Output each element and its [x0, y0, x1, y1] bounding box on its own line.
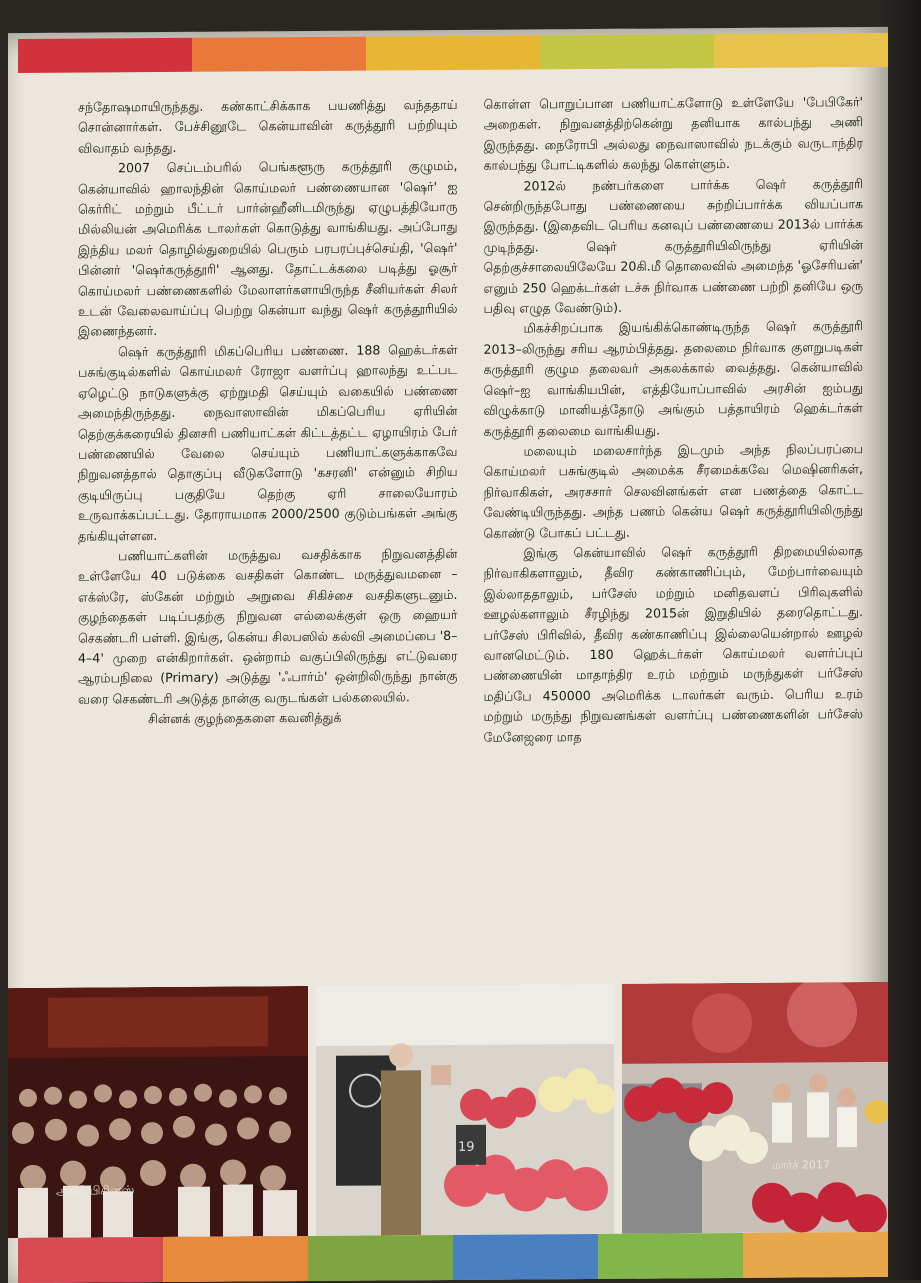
paragraph: கொள்ள பொறுப்பான பணியாட்களோடு உள்ளேயே 'பேபிகேர்' அறைகள். நிறுவனத்திற்கென்று தனியாக கால்பந்து அணி இருந்தது. நைரோபி அல்லது நைவாஸாவில் நடக்கும் வருடாந்திர கால்பந்து போட்டிகளில் கலந்து கொள்ளும். [483, 94, 863, 173]
article-column-right [484, 92, 864, 1000]
strip-segment [453, 1234, 598, 1283]
strip-segment [18, 38, 192, 73]
strip-segment [540, 34, 714, 69]
photo-caption: அக்ரி பிசினஸ் [56, 1183, 135, 1198]
photo-caption: மார்ச் 2017 [772, 1158, 830, 1172]
article-body [78, 92, 863, 1002]
paragraph: ஷெர் கருத்தூரி மிகப்பெரிய பண்ணை. 188 ஹெக்டர்கள் பசுங்குடில்களில் கொய்மலர் ரோஜா வளர்ப்பு ஹாலந்து உட்பட ஏழெட்டு நாடுகளுக்கு ஏற்றுமதி செய்யும் வகையில் பண்ணை அமைந்திருந்தது. நைவாஸாவின் மிகப்பெரிய ஏரியின் தெற்குக்கரையில் தினசரி பணியாட்கள் கிட்டத்தட்ட ஏழாயிரம் பேர் பண்ணையில் வேலை செய்யும் பணியாட்களுக்காகவே நிறுவனத்தால் தொகுப்பு வீடுகளோடு 'கசரனி' என்னும் சிறிய குடியிருப்பு பகுதியே தெற்கு ஏரி சாலையோரம் உருவாக்கப்பட்டது. தோராயமாக 2000/2500 குடும்பங்கள் அங்கு தங்கியுள்ளன. [78, 341, 458, 544]
rose-display-photo-image [622, 982, 888, 1234]
paragraph: 2012ல் நண்பர்களை பார்க்க ஷெர் கருத்தூரி சென்றிருந்தபோது பண்ணையை சுற்றிப்பார்க்க வியப்பாக இருந்தது. (இதைவிட பெரிய கனவுப் பண்ணையை 2013ல் பார்க்க முடிந்தது. ஷெர் கருத்தூரியிலிருந்து ஏரியின் தெற்குச்சாலையிலேயே 20கி.மீ தொலைவில் அமைந்த 'ஓசேரியன்' எனும் 250 ஹெக்டர்கள் டச்சு நிர்வாக பண்ணை பற்றி தனியே ஒரு பதிவு எழுத வேண்டும்). [483, 175, 863, 316]
photo-rose-display [622, 982, 888, 1234]
photo-exhibition-booth [316, 984, 614, 1236]
paragraph: 2007 செப்டம்பரில் பெங்களூரு கருத்தூரி குழுமம், கென்யாவில் ஹாலந்தின் கொய்மலர் பண்ணையான 'ஷெர்' ஐ கெர்ரிட் மற்றும் பீட்டர் பார்ன்ஹீனிடமிருந்து ஏழுபத்தியோரு மில்லியன் அமெரிக்க டாலர்கள் கொடுத்து வாங்கியது. அப்போது இந்திய மலர் தொழில்துறையில் பெரும் பரபரப்புச்செய்தி, 'ஷெர்' பின்னர் 'ஷெர்கருத்தூரி' ஆனது. தோட்டக்கலை படித்து ஓசூர் கொய்மலர் பண்ணைகளில் மேலாளர்களாயிருந்த சீனியர்கள் சிலர் உடன் வேலைவாய்ப்பு பெற்று கென்யா வந்து ஷெர் கருத்தூரியில் இணைந்தனர். [78, 158, 458, 340]
strip-segment [18, 1237, 163, 1283]
audience-photo-image [8, 986, 308, 1238]
paragraph: சந்தோஷமாயிருந்தது. கண்காட்சிக்காக பயணித்து வந்ததாய் சொன்னார்கள். பேச்சினூடே கென்யாவின் கருத்தூரி பற்றியும் விவாதம் வந்தது. [78, 96, 458, 156]
article-column-left [78, 95, 458, 1003]
strip-segment [192, 37, 366, 72]
strip-segment [598, 1233, 743, 1283]
paragraph: மிகச்சிறப்பாக இயங்கிக்கொண்டிருந்த ஷெர் கருத்தூரி 2013–லிருந்து சரிய ஆரம்பித்தது. தலைமை நிர்வாக குளறுபடிகள் கருத்தூரி குழும தலைவர் அகலக்கால் வைத்தது. கென்யாவில் ஷெர்–ஐ வாங்கியபின், எத்தியோப்பாவில் அரசின் ஐம்பது விழுக்காடு மானியத்தோடு அங்கும் பத்தாயிரம் ஹெக்டர்கள் கருத்தூரி தலைமை வாங்கியது. [483, 318, 863, 439]
paragraph: மலையும் மலைசார்ந்த இடமும் அந்த நிலப்பரப்பை கொய்மலர் பசுங்குடில் அமைக்க சீரமைக்கவே மெஷினரிகள், நிர்வாகிகள், அரசசார் செலவினங்கள் என பணத்தை கொட்ட வேண்டியிருந்தது. அந்த பணம் கென்ய ஷெர் கருத்தூரியிலிருந்து கொண்டு போகப் பட்டது. [483, 441, 863, 541]
magazine-page [8, 27, 888, 1283]
booth-number: 19 [458, 1139, 475, 1155]
photo-strip [8, 982, 888, 1238]
photo-conference-audience [8, 986, 308, 1238]
strip-segment [714, 33, 888, 68]
paragraph: பணியாட்களின் மருத்துவ வசதிக்காக நிறுவனத்தின் உள்ளேயே 40 படுக்கை வசதிகள் கொண்ட மருத்துவமனை – எக்ஸ்ரே, ஸ்கேன் மற்றும் அறுவை சிகிச்சை வசதிகளுடனும். குழந்தைகள் படிப்பதற்கு நிறுவன எல்லைக்குள் ஒரு ஹையர் செகண்டரி பள்ளி. இங்கு, கென்ய சிலபஸில் கல்வி அமைப்பை '8–4–4' முறை என்கிறார்கள். ஒன்றாம் வகுப்பிலிருந்து எட்டுவரை ஆரம்பநிலை (Primary) அடுத்து 'ஃபார்ம்' ஒன்றிலிருந்து நான்கு வரை செகண்டரி அடுத்த நான்கு வருடங்கள் பல்கலையில். [78, 545, 458, 707]
strip-segment [163, 1236, 308, 1283]
top-color-strip [18, 33, 888, 73]
strip-segment [743, 1232, 888, 1283]
paragraph: சின்னக் குழந்தைகளை கவனித்துக் [148, 709, 342, 727]
bottom-color-strip [18, 1232, 888, 1283]
strip-segment [308, 1235, 453, 1283]
paragraph: இங்கு கென்யாவில் ஷெர் கருத்தூரி திறமையில்லாத நிர்வாகிகளாலும், தீவிர கண்காணிப்பும், மேற்பார்வையும் இல்லாததாலும், பர்சேஸ் மற்றும் மனிதவளப் பிரிவுகளில் ஊழல்களாலும் சீரழிந்து 2015ன் இறுதியில் தரைதொட்டது. பர்சேஸ் பிரிவில், தீவிர கண்காணிப்பு இல்லையென்றால் ஊழல் வானமெட்டும். 180 ஹெக்டர்கள் கொய்மலர் வளர்ப்புப் பண்ணையின் மாதாந்திர உரம் மற்றும் மருந்துகள் பர்சேஸ் மதிப்பே 450000 அமெரிக்க டாலர்கள் வரும். பெரிய உரம் மற்றும் மருந்து நிறுவனங்கள் வளர்ப்பு பண்ணைகளின் பர்சேஸ் மேனேஜரை மாத [483, 543, 863, 745]
exhibition-photo-image [316, 984, 614, 1236]
strip-segment [366, 35, 540, 70]
